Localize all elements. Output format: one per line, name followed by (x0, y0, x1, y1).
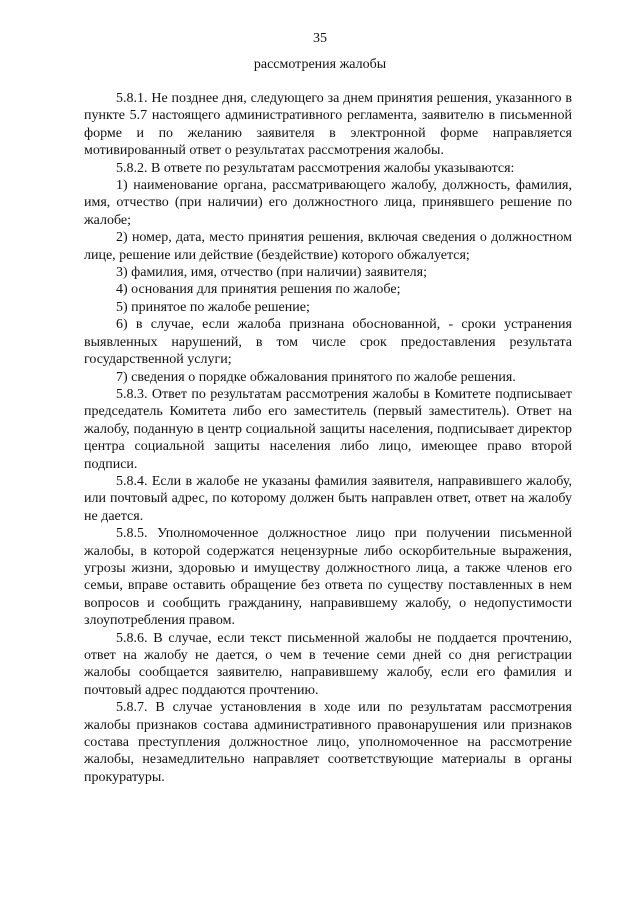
paragraph-5-8-5: 5.8.5. Уполномоченное должностное лицо при получении письменной жалобы, в которой содержатся нецензурные либо оскорбительные выражения, угрозы жизни, здоровью и имуществу должностного лица, а также членов его семьи, вправе оставить обращение без ответа по существу поставленных в нем вопросов и сообщить гражданину, направившему жалобу, о недопустимости злоупотребления правом. (84, 526, 572, 629)
paragraph-5-8-7: 5.8.7. В случае установления в ходе или по результатам рассмотрения жалобы признаков состава административного правонарушения или признаков состава преступления должностное лицо, уполномоченное на рассмотрение жалобы, незамедлительно направляет соответствующие материалы в органы прокуратуры. (84, 700, 572, 785)
list-item-7: 7) сведения о порядке обжалования принятого по жалобе решения. (116, 369, 516, 385)
paragraph-5-8-4: 5.8.4. Если в жалобе не указаны фамилия заявителя, направившего жалобу, или почтовый адрес, по которому должен быть направлен ответ, ответ на жалобу не дается. (84, 473, 572, 524)
page-number: 35 (313, 31, 327, 46)
list-item-5: 5) принятое по жалобе решение; (116, 299, 310, 315)
list-item-4: 4) основания для принятия решения по жалобе; (116, 282, 401, 298)
list-item-2: 2) номер, дата, место принятия решения, включая сведения о должностном лице, решение или действие (бездействие) которого обжалуется; (84, 230, 572, 263)
list-item-6: 6) в случае, если жалоба признана обоснованной, - сроки устранения выявленных нарушений, в том числе срок предоставления результата государственной услуги; (84, 317, 572, 368)
document-body (84, 90, 572, 786)
paragraph-5-8-6: 5.8.6. В случае, если текст письменной жалобы не поддается прочтению, ответ на жалобу не дается, о чем в течение семи дней со дня регистрации жалобы сообщается заявителю, направившему жалобу, если его фамилия и почтовый адрес поддаются прочтению. (84, 630, 572, 698)
section-heading: рассмотрения жалобы (253, 57, 387, 72)
list-item-1: 1) наименование органа, рассматривающего жалобу, должность, фамилия, имя, отчество (при наличии) его должностного лица, принявшего решение по жалобе; (84, 178, 572, 228)
list-item-3: 3) фамилия, имя, отчество (при наличии) заявителя; (116, 265, 427, 281)
paragraph-5-8-2: 5.8.2. В ответе по результатам рассмотрения жалобы указываются: (116, 160, 515, 176)
paragraph-5-8-1: 5.8.1. Не позднее дня, следующего за днем принятия решения, указанного в пункте 5.7 настоящего административного регламента, заявителю в письменной форме и по желанию заявителя в электронной форме направляется мотивированный ответ о результатах рассмотрения жалобы. (84, 91, 572, 159)
paragraph-5-8-3: 5.8.3. Ответ по результатам рассмотрения жалобы в Комитете подписывает председатель Комитета либо его заместитель (первый заместитель). Ответ на жалобу, поданную в центр социальной защиты населения, подписывает директор центра социальной защиты населения либо лицо, имеющее право второй подписи. (84, 386, 572, 472)
